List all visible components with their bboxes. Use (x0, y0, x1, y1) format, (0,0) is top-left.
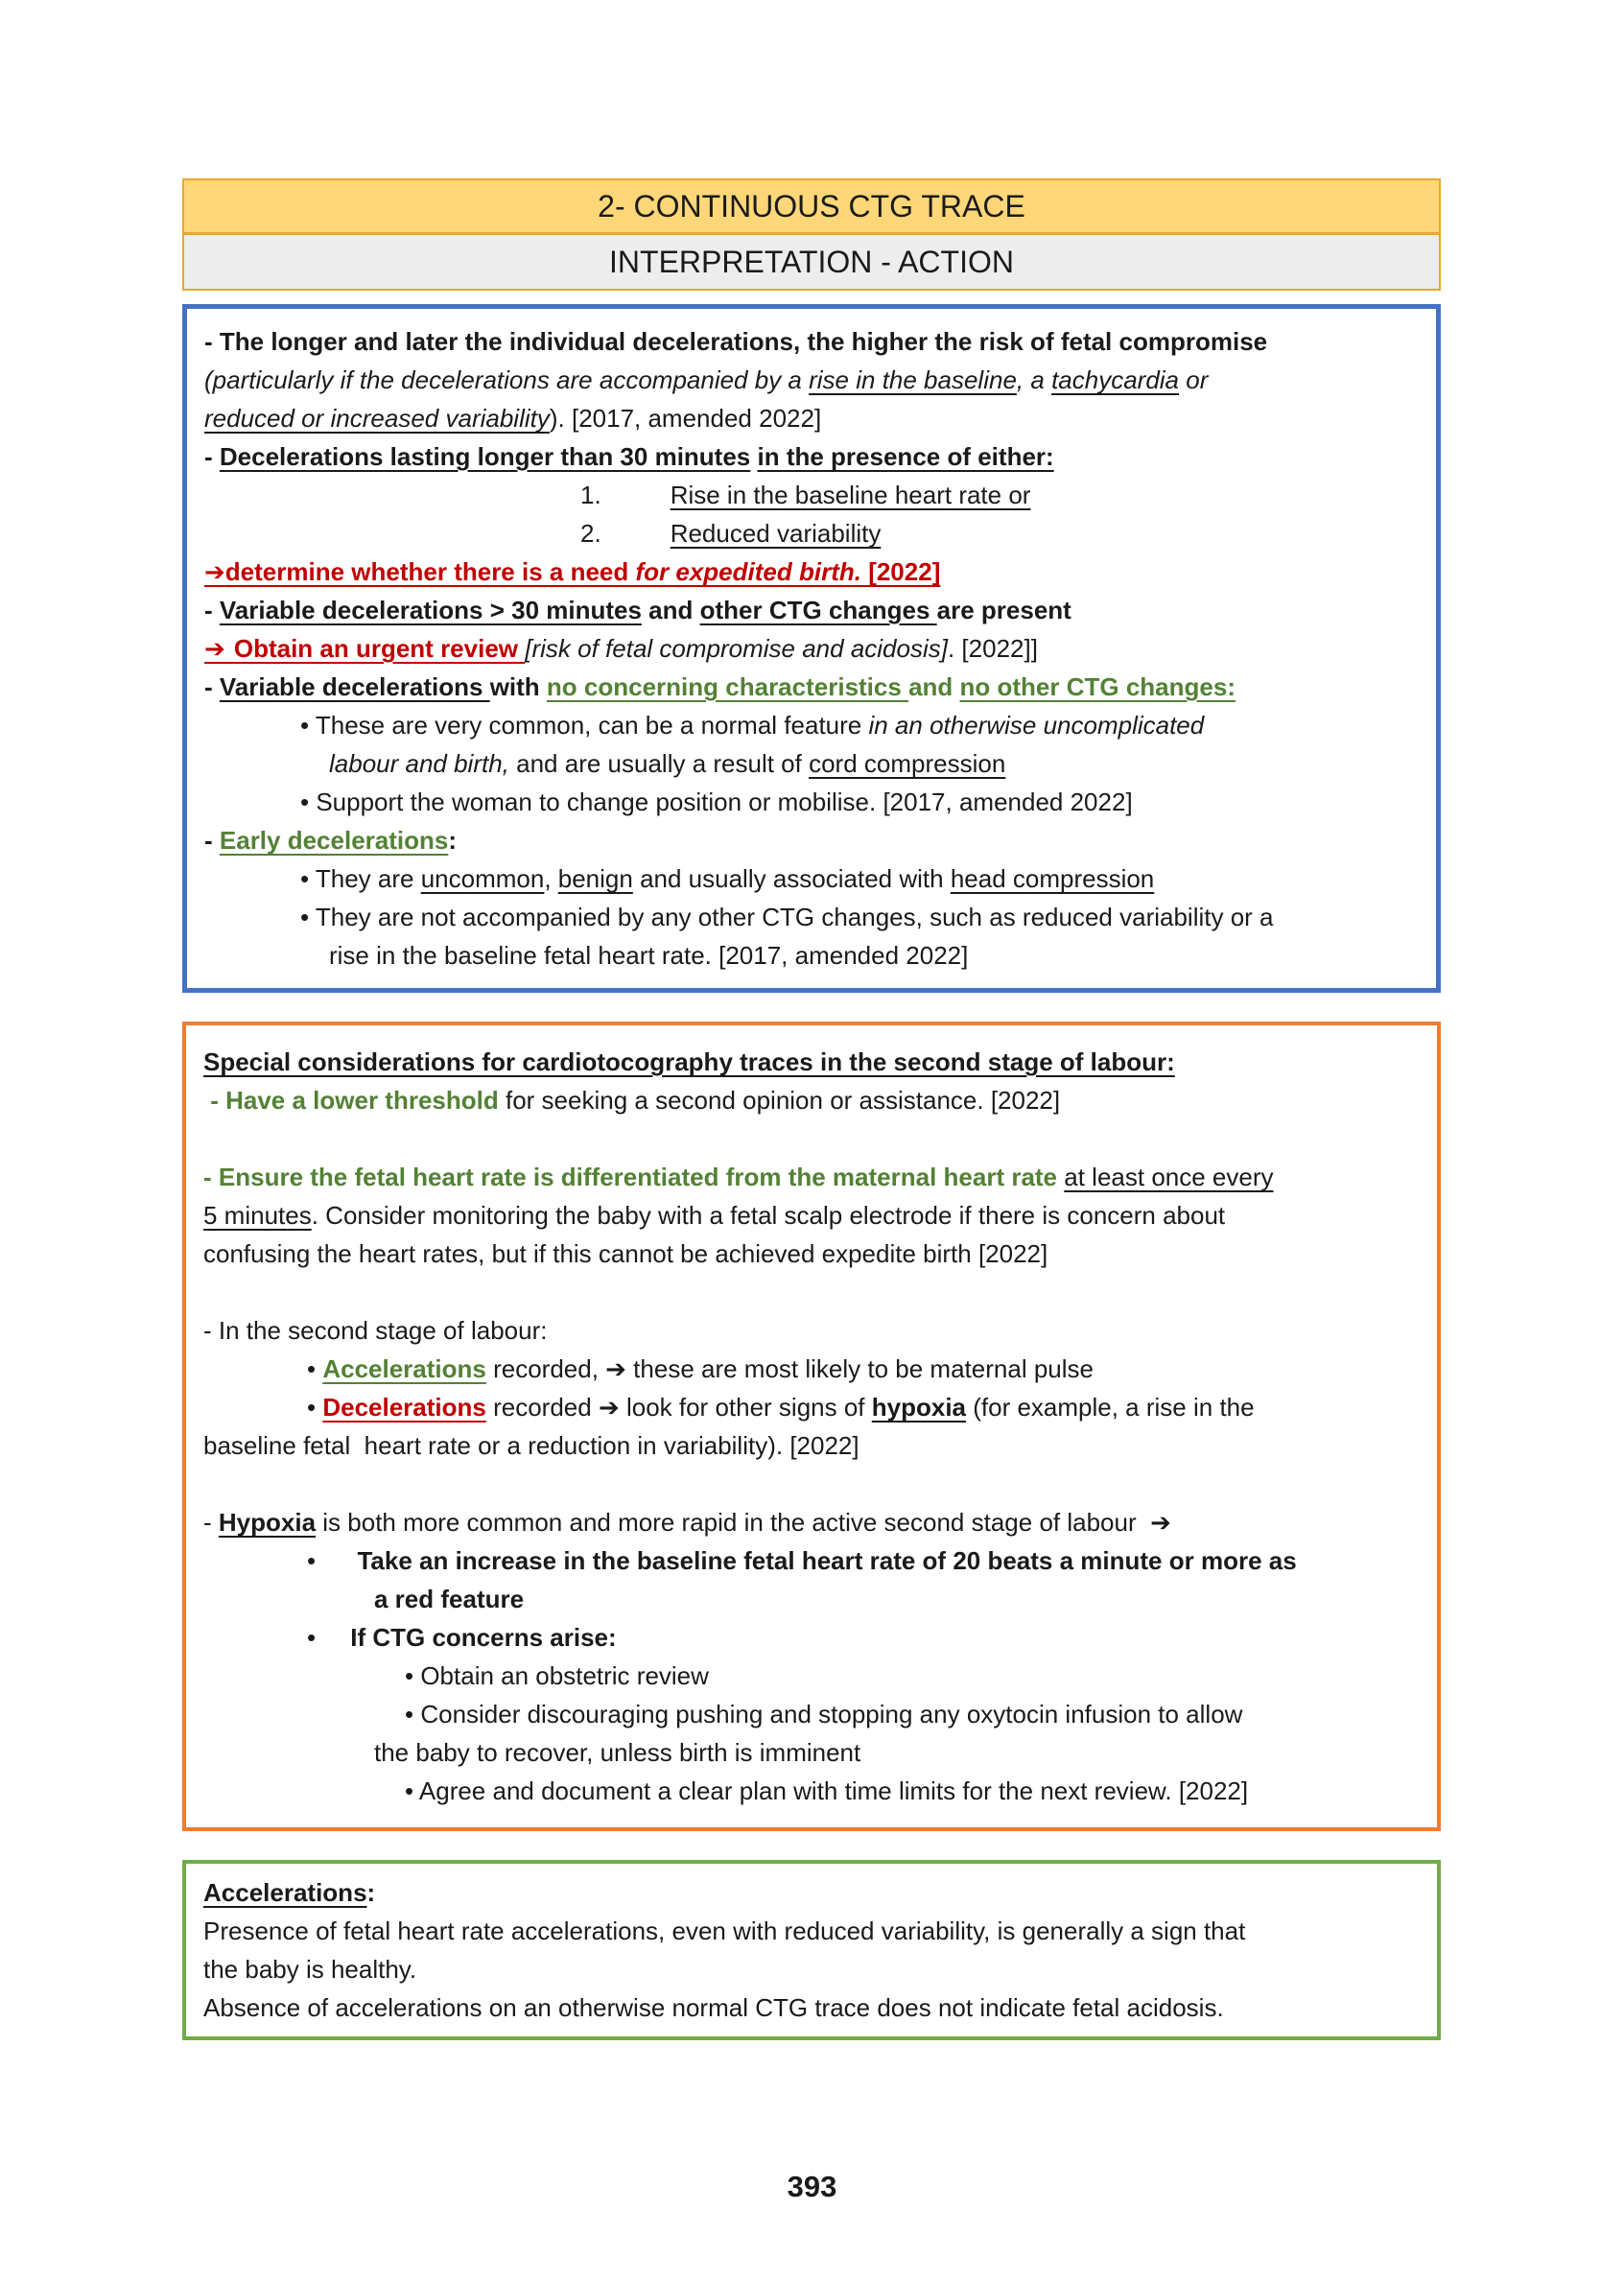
text-line: - Variable decelerations > 30 minutes and other CTG changes are present (204, 596, 1071, 624)
text-line: 2. Reduced variability (580, 519, 882, 548)
text-line: the baby is healthy. (203, 1955, 417, 1984)
text-line: 5 minutes. Consider monitoring the baby with a fetal scalp electrode if there is concern about (203, 1201, 1226, 1230)
page-content (182, 178, 1441, 2040)
text-line: labour and birth, and are usually a result of cord compression (329, 749, 1006, 778)
text-line: reduced or increased variability). [2017, amended 2022] (204, 404, 822, 433)
text-line: - Decelerations lasting longer than 30 minutes in the presence of either: (204, 442, 1054, 471)
second-stage-considerations-box (182, 1022, 1441, 1831)
text-line: • Decelerations recorded ➔ look for other signs of hypoxia (for example, a rise in the (307, 1393, 1255, 1423)
text-line: confusing the heart rates, but if this cannot be achieved expedite birth [2022] (203, 1239, 1048, 1268)
text-line: • If CTG concerns arise: (307, 1623, 617, 1652)
text-line: a red feature (374, 1585, 525, 1613)
text-line: - Variable decelerations with no concerning characteristics and no other CTG changes: (204, 672, 1236, 701)
section-header-title: 2- CONTINUOUS CTG TRACE (598, 188, 1025, 223)
text-line: • They are uncommon, benign and usually associated with head compression (300, 864, 1155, 893)
text-line: ➔determine whether there is a need for expedited birth. [2022] (204, 557, 941, 587)
accelerations-note-box (182, 1860, 1441, 2040)
text-line: - In the second stage of labour: (203, 1316, 548, 1345)
text-line: (particularly if the decelerations are accompanied by a rise in the baseline, a tachycardia or (204, 365, 1209, 394)
text-line: - Hypoxia is both more common and more rapid in the active second stage of labour ➔ (203, 1508, 1171, 1538)
blank-line (203, 1465, 1420, 1503)
text-line: • Take an increase in the baseline fetal heart rate of 20 beats a minute or more as (307, 1546, 1297, 1575)
text-line: Presence of fetal heart rate accelerations, even with reduced variability, is generally a sign that (203, 1917, 1246, 1945)
text-line: - Early decelerations: (204, 826, 458, 855)
section-subheader (182, 233, 1441, 291)
text-line: • Agree and document a clear plan with time limits for the next review. [2022] (405, 1776, 1249, 1805)
text-line: • Consider discouraging pushing and stopping any oxytocin infusion to allow (405, 1700, 1243, 1728)
text-line: • These are very common, can be a normal feature in an otherwise uncomplicated (300, 711, 1205, 740)
blank-line (203, 1273, 1420, 1311)
text-line: Absence of accelerations on an otherwise normal CTG trace does not indicate fetal acidosis. (203, 1993, 1224, 2022)
text-line: rise in the baseline fetal heart rate. [2017, amended 2022] (329, 941, 969, 970)
text-line: • Obtain an obstetric review (405, 1661, 709, 1690)
text-line: baseline fetal heart rate or a reduction in variability). [2022] (203, 1431, 859, 1460)
text-line: • They are not accompanied by any other CTG changes, such as reduced variability or a (300, 903, 1274, 931)
text-line: • Accelerations recorded, ➔ these are most likely to be maternal pulse (307, 1354, 1094, 1384)
text-line: Accelerations: (203, 1878, 376, 1907)
section-header (182, 178, 1441, 234)
text-line: ➔ Obtain an urgent review [risk of fetal compromise and acidosis]. [2022]] (204, 634, 1038, 664)
text-line: the baby to recover, unless birth is imminent (374, 1738, 861, 1767)
text-line: - The longer and later the individual decelerations, the higher the risk of fetal compromise (204, 327, 1268, 356)
text-line: - Have a lower threshold for seeking a second opinion or assistance. [2022] (203, 1086, 1061, 1115)
text-line: - Ensure the fetal heart rate is differentiated from the maternal heart rate at least once every (203, 1163, 1274, 1191)
blank-line (203, 1119, 1420, 1158)
page-number: 393 (787, 2170, 837, 2203)
section-subheader-title: INTERPRETATION - ACTION (609, 244, 1014, 279)
text-line: • Support the woman to change position or mobilise. [2017, amended 2022] (300, 788, 1133, 816)
text-line: Special considerations for cardiotocography traces in the second stage of labour: (203, 1047, 1175, 1076)
deceleration-guidance-box (182, 304, 1441, 993)
text-line: 1. Rise in the baseline heart rate or (580, 481, 1031, 509)
